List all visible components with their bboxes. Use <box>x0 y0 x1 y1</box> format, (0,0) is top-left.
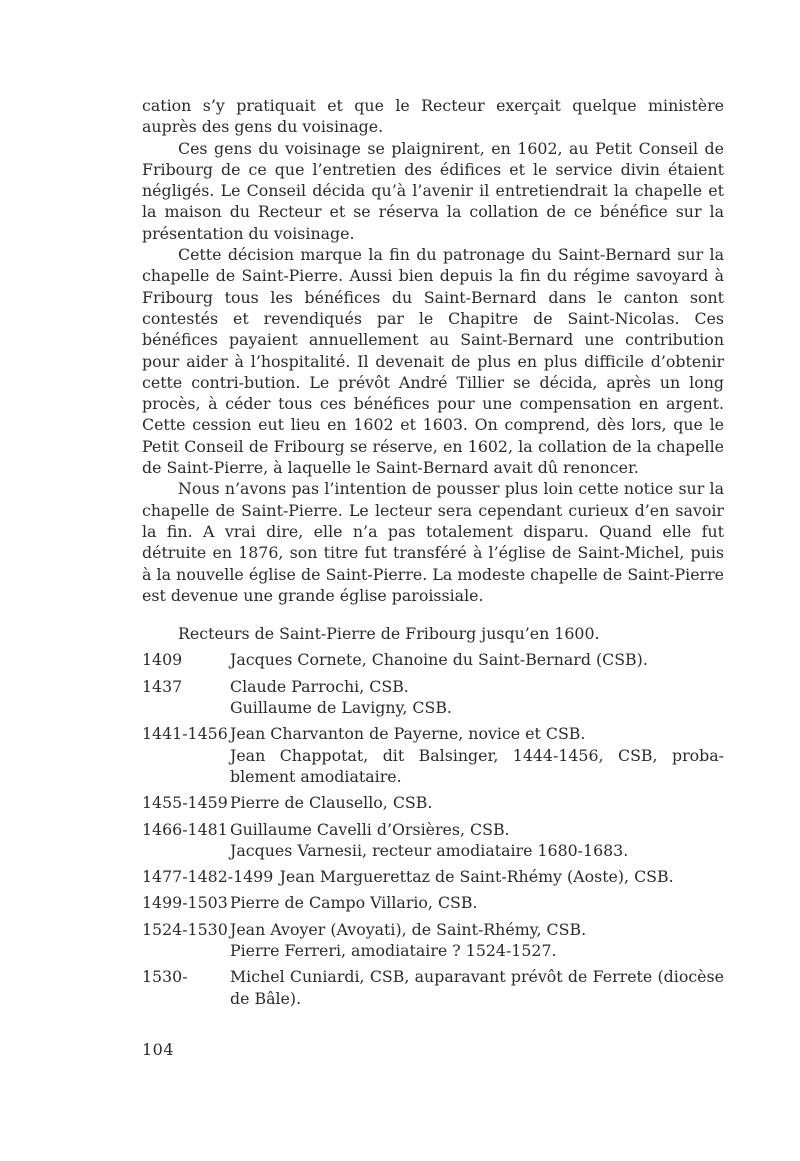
rector-date: 1499-1503 <box>142 893 228 913</box>
rector-entry <box>142 649 724 670</box>
rector-entry <box>142 792 724 813</box>
rectors-list-heading: Recteurs de Saint-Pierre de Fribourg jusqu’en 1600. <box>178 624 600 644</box>
rector-date: 1524-1530 <box>142 919 228 939</box>
rector-name: Jean Avoyer (Avoyati), de Saint-Rhémy, CSB. <box>230 919 587 939</box>
rector-entry <box>142 676 724 719</box>
rector-date: 1530- <box>142 967 188 987</box>
rector-name: Jean Marguerettaz de Saint-Rhémy (Aoste), CSB. <box>279 867 674 887</box>
page-number: 104 <box>142 1040 175 1059</box>
paragraph: Ces gens du voisinage se plaignirent, en 1602, au Petit Conseil de Fribourg de ce que l’entretien des édifices et le service divin étaient négligés. Le Conseil décida qu’à l’avenir il entretiendrait la chapelle et la maison du Recteur et se réserva la collation de ce bénéfice sur la présentation du voisinage. <box>142 138 724 243</box>
rector-name: Guillaume Cavelli d’Orsières, CSB. <box>230 819 510 839</box>
rector-entry <box>142 966 724 1009</box>
rector-date: 1437 <box>142 676 183 696</box>
rector-entry <box>142 866 724 887</box>
rector-entry <box>142 892 724 913</box>
rector-name: Guillaume de Lavigny, CSB. <box>230 698 452 718</box>
page-body <box>142 95 724 1009</box>
rectors-list <box>142 649 724 1008</box>
rector-name: Claude Parrochi, CSB. <box>230 676 409 696</box>
rector-entry <box>142 723 724 787</box>
rector-entry <box>142 919 724 962</box>
rector-name: Michel Cuniardi, CSB, auparavant prévôt de Ferrete (diocèse de Bâle). <box>230 967 724 1008</box>
rector-name: Pierre de Campo Villario, CSB. <box>230 893 478 913</box>
rector-date: 1477-1482-1499 <box>142 867 274 887</box>
rector-name: Jacques Cornete, Chanoine du Saint-Bernard (CSB). <box>230 650 648 670</box>
rector-date: 1466-1481 <box>142 819 228 839</box>
rector-date: 1409 <box>142 650 183 670</box>
paragraph: Cette décision marque la fin du patronage du Saint-Bernard sur la chapelle de Saint-Pierre. Aussi bien depuis la fin du régime savoyard à Fribourg tous les bénéfices du Saint-Bernard dans le canton sont contestés et revendiqués par le Chapitre de Saint-Nicolas. Ces bénéfices payaient annuellement au Saint-Bernard une contribution pour aider à l’hospitalité. Il devenait de plus en plus difficile d’obtenir cette contri-bution. Le prévôt André Tillier se décida, après un long procès, à céder tous ces bénéfices pour une compensation en argent. Cette cession eut lieu en 1602 et 1603. On comprend, dès lors, que le Petit Conseil de Fribourg se réserve, en 1602, la collation de la chapelle de Saint-Pierre, à laquelle le Saint-Bernard avait dû renoncer. <box>142 245 724 478</box>
paragraph: Nous n’avons pas l’intention de pousser plus loin cette notice sur la chapelle de Saint-Pierre. Le lecteur sera cependant curieux d’en savoir la fin. A vrai dire, elle n’a pas totalement disparu. Quand elle fut détruite en 1876, son titre fut transféré à l’église de Saint-Michel, puis à la nouvelle église de Saint-Pierre. La modeste chapelle de Saint-Pierre est devenue une grande église paroissiale. <box>142 479 724 605</box>
rector-date: 1455-1459 <box>142 793 228 813</box>
paragraph: cation s’y pratiquait et que le Recteur exerçait quelque ministère auprès des gens du voisinage. <box>142 96 724 137</box>
rector-name: Jean Charvanton de Payerne, novice et CSB. <box>230 724 586 744</box>
rector-date: 1441-1456 <box>142 724 228 744</box>
rector-name: Jacques Varnesii, recteur amodiataire 1680-1683. <box>230 840 629 860</box>
rector-name: Pierre de Clausello, CSB. <box>230 793 433 813</box>
rector-name: Jean Chappotat, dit Balsinger, 1444-1456, CSB, proba-blement amodiataire. <box>230 745 724 786</box>
rector-entry <box>142 819 724 862</box>
rector-name: Pierre Ferreri, amodiataire ? 1524-1527. <box>230 940 557 960</box>
